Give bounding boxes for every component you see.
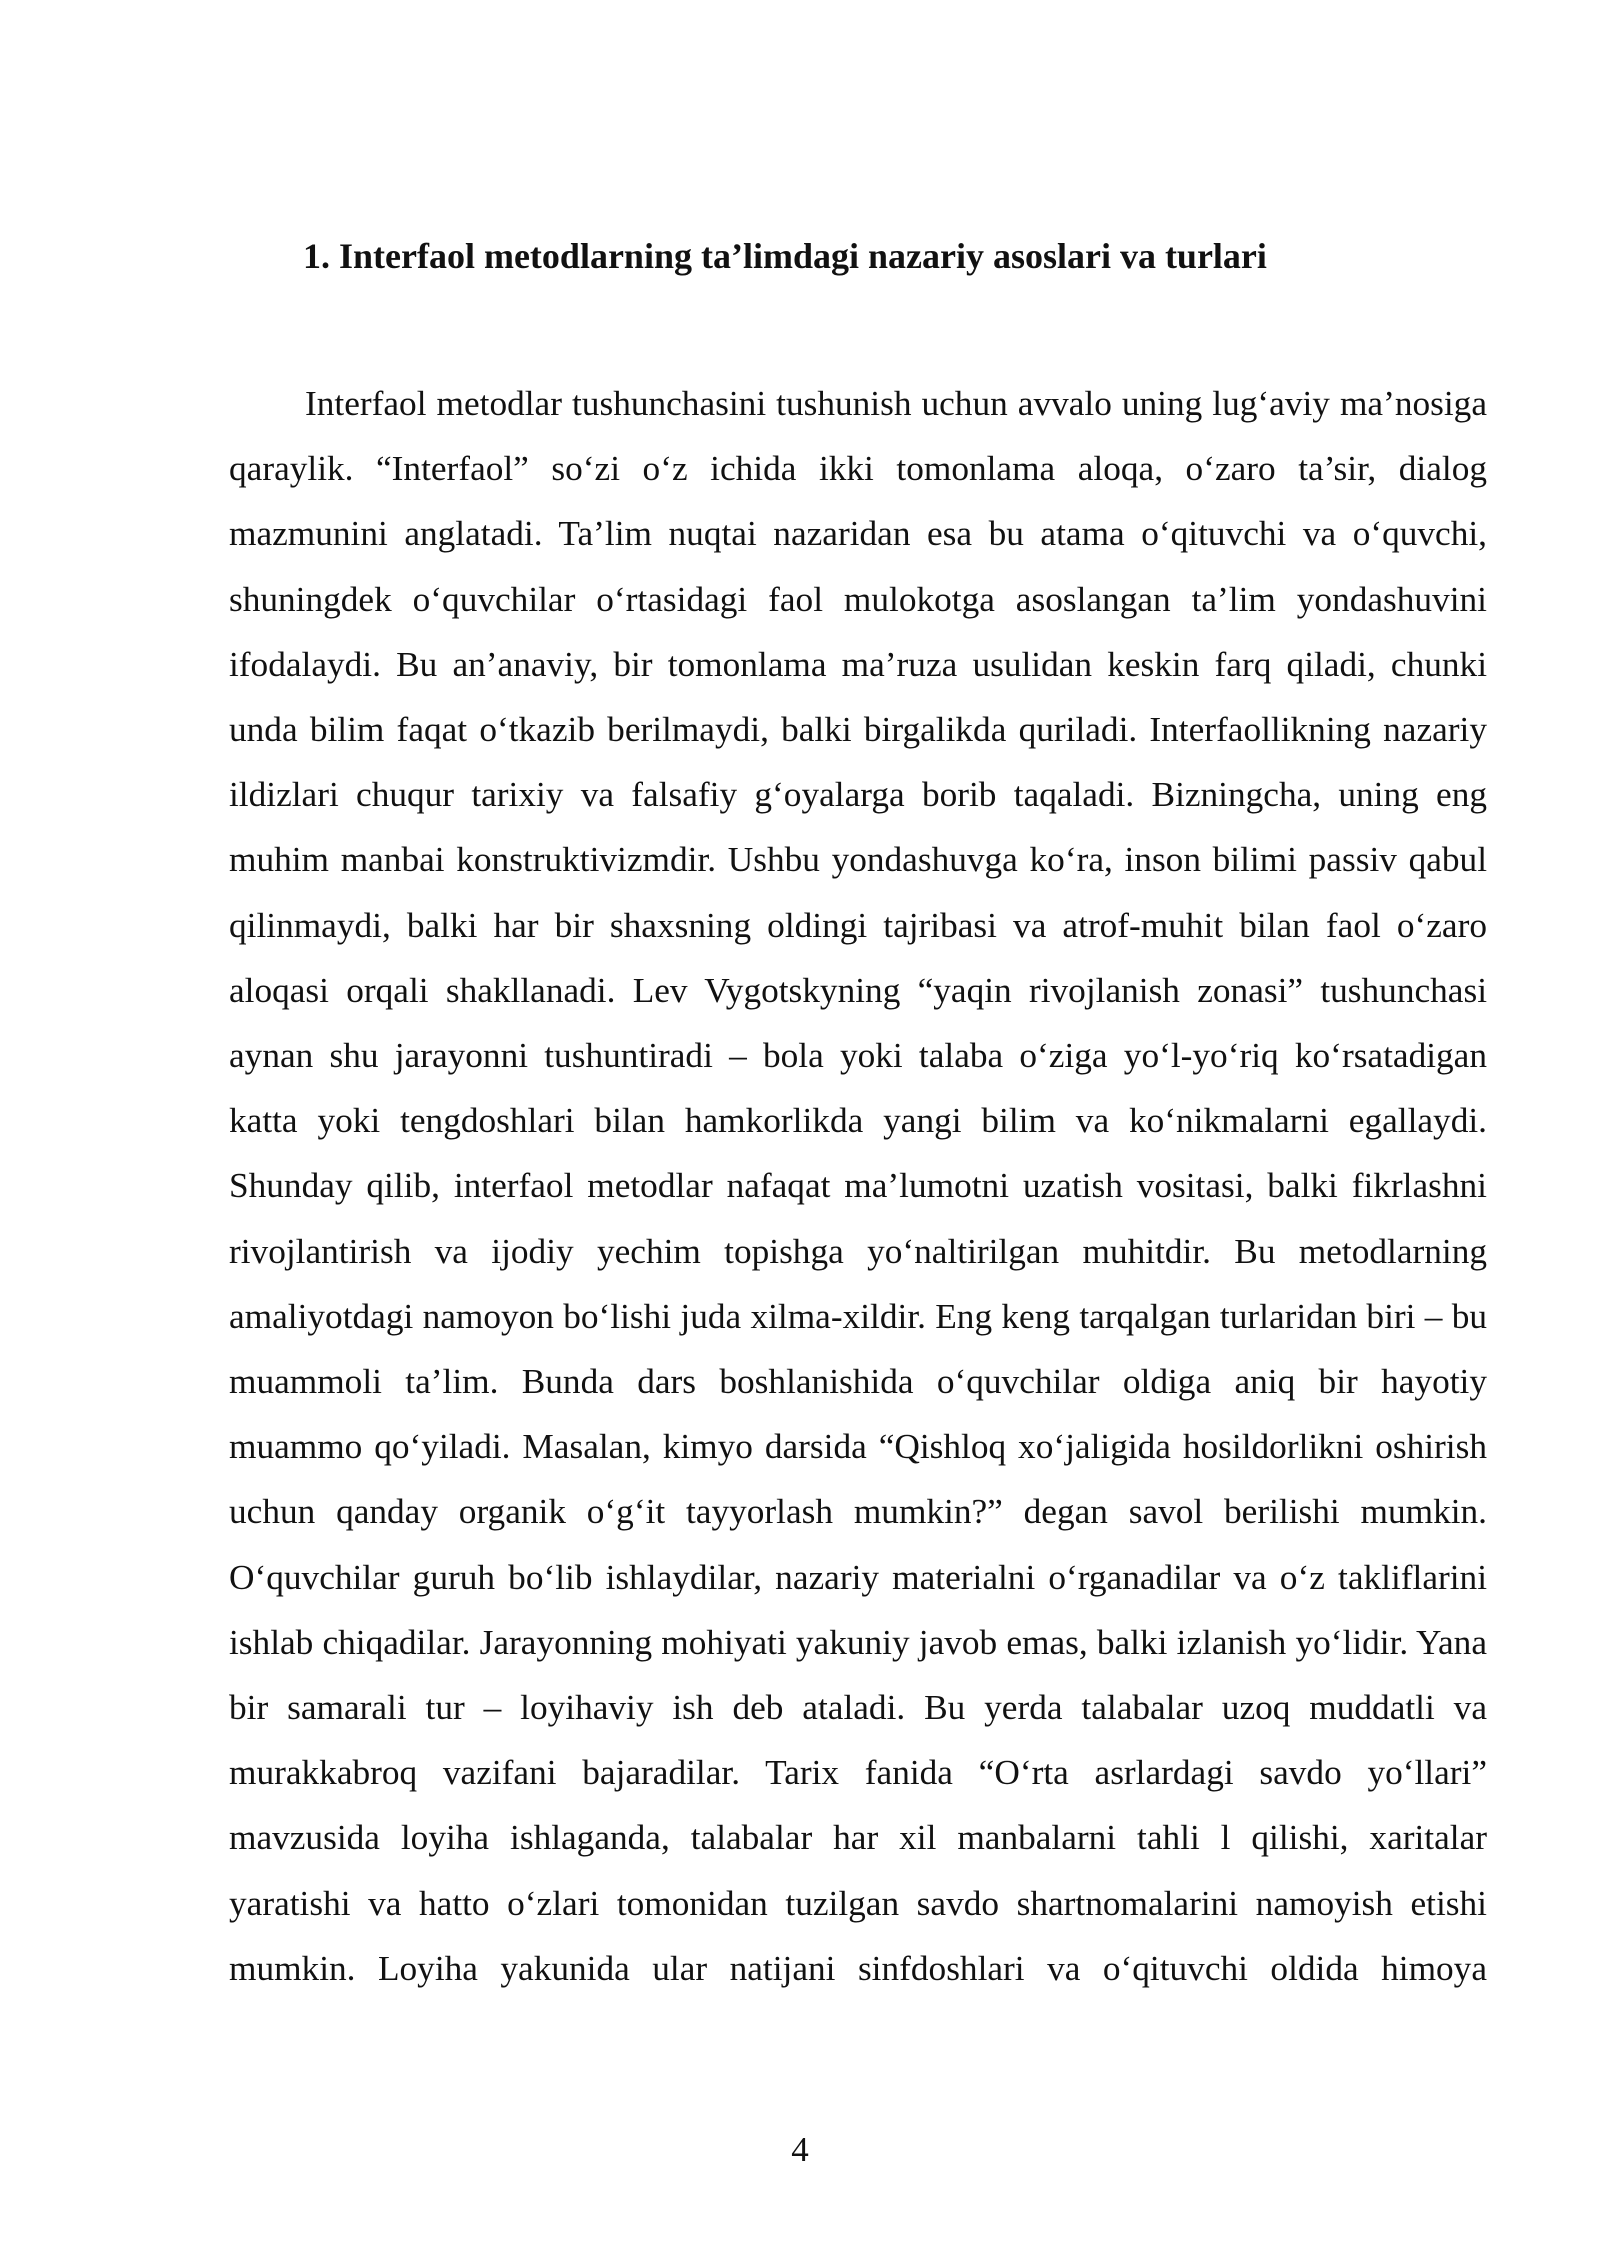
- page-number: 4: [791, 2130, 809, 2169]
- section-heading: 1. Interfaol metodlarning ta’limdagi nazariy asoslari va turlari: [303, 236, 1267, 276]
- body-paragraph: Interfaol metodlar tushunchasini tushunish uchun avvalo uning lug‘aviy ma’nosiga qaraylik. “Interfaol” so‘zi o‘z ichida ikki tomonlama aloqa, o‘zaro ta’sir, dialog mazmunini anglatadi. Ta’lim nuqtai nazaridan esa bu atama o‘qituvchi va o‘quvchi, shuningdek o‘quvchilar o‘rtasidagi faol mulokotga asoslangan ta’lim yondashuvini ifodalaydi. Bu an’anaviy, bir tomonlama ma’ruza usulidan keskin farq qiladi, chunki unda bilim faqat o‘tkazib berilmaydi, balki birgalikda quriladi. Interfaollikning nazariy ildizlari chuqur tarixiy va falsafiy g‘oyalarga borib taqaladi. Bizningcha, uning eng muhim manbai konstruktivizmdir. Ushbu yondashuvga ko‘ra, inson bilimi passiv qabul qilinmaydi, balki har bir shaxsning oldingi tajribasi va atrof-muhit bilan faol o‘zaro aloqasi orqali shakllanadi. Lev Vygotskyning “yaqin rivojlanish zonasi” tushunchasi aynan shu jarayonni tushuntiradi – bola yoki talaba o‘ziga yo‘l-yo‘riq ko‘rsatadigan katta yoki tengdoshlari bilan hamkorlikda yangi bilim va ko‘nikmalarni egallaydi. Shunday qilib, interfaol metodlar nafaqat ma’lumotni uzatish vositasi, balki fikrlashni rivojlantirish va ijodiy yechim topishga yo‘naltirilgan muhitdir. Bu metodlarning amaliyotdagi namoyon bo‘lishi juda xilma-xildir. Eng keng tarqalgan turlaridan biri – bu muammoli ta’lim. Bunda dars boshlanishida o‘quvchilar oldiga aniq bir hayotiy muammo qo‘yiladi. Masalan, kimyo darsida “Qishloq xo‘jaligida hosildorlikni oshirish uchun qanday organik o‘g‘it tayyorlash mumkin?” degan savol berilishi mumkin. O‘quvchilar guruh bo‘lib ishlaydilar, nazariy materialni o‘rganadilar va o‘z takliflarini ishlab chiqadilar. Jarayonning mohiyati yakuniy javob emas, balki izlanish yo‘lidir. Yana bir samarali tur – loyihaviy ish deb ataladi. Bu yerda talabalar uzoq muddatli va murakkabroq vazifani bajaradilar. Tarix fanida “O‘rta asrlardagi savdo yo‘llari” mavzusida loyiha ishlaganda, talabalar har xil manbalarni tahli l qilishi, xaritalar yaratishi va hatto o‘zlari tomonidan tuzilgan savdo shartnomalarini namoyish etishi mumkin. Loyiha yakunida ular natijani sinfdoshlari va o‘qituvchi oldida himoya: [229, 384, 1487, 1988]
